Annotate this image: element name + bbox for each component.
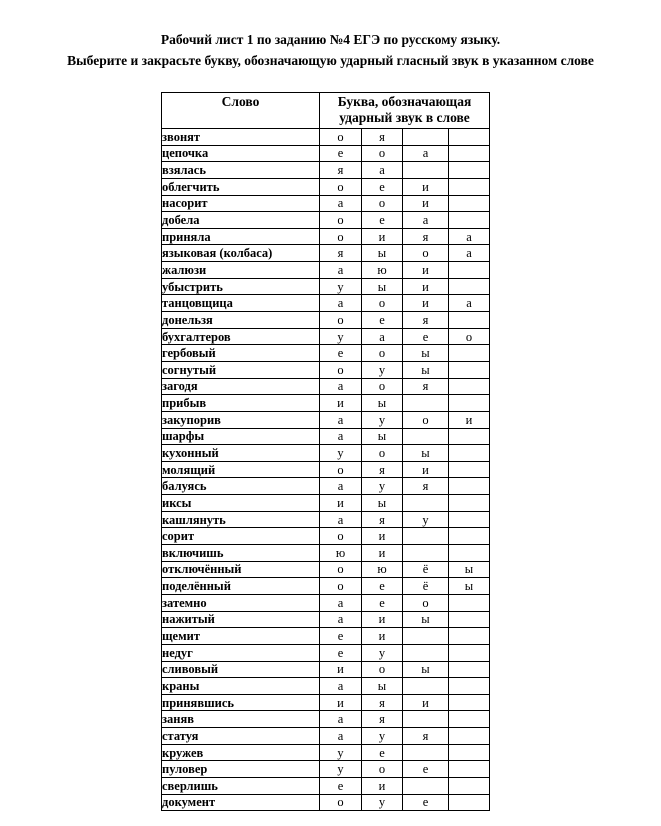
table-row: [162, 478, 490, 495]
table-row: [162, 162, 490, 179]
letter-cell[interactable]: ы: [403, 661, 449, 678]
letter-cell[interactable]: а: [320, 411, 362, 428]
letter-cell[interactable]: е: [362, 212, 403, 229]
letter-cell[interactable]: [449, 777, 490, 794]
letter-cell[interactable]: у: [320, 328, 362, 345]
table-row: [162, 744, 490, 761]
letter-cell[interactable]: [449, 129, 490, 146]
letter-cell[interactable]: я: [362, 711, 403, 728]
letter-cell[interactable]: а: [403, 145, 449, 162]
table-row: [162, 262, 490, 279]
letter-cell[interactable]: [449, 511, 490, 528]
table-row: [162, 728, 490, 745]
word-cell: щемит: [162, 628, 320, 645]
letter-cell[interactable]: [449, 361, 490, 378]
letter-cell[interactable]: [449, 628, 490, 645]
letter-cell[interactable]: [449, 711, 490, 728]
letter-cell[interactable]: у: [362, 411, 403, 428]
table-row: [162, 611, 490, 628]
table-row: [162, 228, 490, 245]
letter-cell[interactable]: и: [403, 195, 449, 212]
letter-cell[interactable]: а: [320, 728, 362, 745]
letter-cell[interactable]: о: [320, 361, 362, 378]
table-row: [162, 245, 490, 262]
letter-cell[interactable]: ы: [362, 395, 403, 412]
word-cell: сливовый: [162, 661, 320, 678]
letter-cell[interactable]: о: [320, 312, 362, 329]
letter-cell[interactable]: о: [320, 228, 362, 245]
letter-cell[interactable]: у: [362, 794, 403, 811]
table-row: [162, 561, 490, 578]
table-row: [162, 295, 490, 312]
letter-cell[interactable]: у: [362, 361, 403, 378]
table-row: [162, 644, 490, 661]
letter-cell[interactable]: [449, 445, 490, 462]
letter-cell[interactable]: [449, 678, 490, 695]
letter-cell[interactable]: о: [362, 295, 403, 312]
letter-cell[interactable]: о: [320, 794, 362, 811]
word-cell: пуловер: [162, 761, 320, 778]
table-row: [162, 378, 490, 395]
letter-cell[interactable]: о: [362, 378, 403, 395]
letter-cell[interactable]: е: [320, 644, 362, 661]
letter-cell[interactable]: я: [320, 245, 362, 262]
letter-cell[interactable]: и: [362, 545, 403, 562]
letter-cell[interactable]: [449, 728, 490, 745]
letter-cell[interactable]: а: [320, 478, 362, 495]
table-row: [162, 129, 490, 146]
word-cell: цепочка: [162, 145, 320, 162]
letter-cell[interactable]: [449, 162, 490, 179]
table-row: [162, 312, 490, 329]
letter-cell[interactable]: а: [320, 511, 362, 528]
letter-cell[interactable]: и: [320, 661, 362, 678]
letter-cell[interactable]: [403, 545, 449, 562]
letter-cell[interactable]: [403, 644, 449, 661]
word-cell: закупорив: [162, 411, 320, 428]
letter-cell[interactable]: [449, 278, 490, 295]
letter-cell[interactable]: е: [403, 794, 449, 811]
letter-cell[interactable]: [403, 162, 449, 179]
letter-cell[interactable]: о: [362, 661, 403, 678]
table-row: [162, 777, 490, 794]
letter-cell[interactable]: ы: [403, 345, 449, 362]
letter-cell[interactable]: [403, 129, 449, 146]
letter-cell[interactable]: у: [320, 744, 362, 761]
word-cell: кашлянуть: [162, 511, 320, 528]
word-cell: документ: [162, 794, 320, 811]
table-row: [162, 428, 490, 445]
letter-cell[interactable]: [403, 528, 449, 545]
letter-cell[interactable]: о: [320, 129, 362, 146]
letter-cell[interactable]: и: [362, 611, 403, 628]
letter-cell[interactable]: о: [320, 528, 362, 545]
letter-cell[interactable]: а: [320, 678, 362, 695]
letter-cell[interactable]: [449, 178, 490, 195]
letter-cell[interactable]: [449, 594, 490, 611]
letter-cell[interactable]: о: [320, 561, 362, 578]
word-cell: балуясь: [162, 478, 320, 495]
letter-cell[interactable]: и: [362, 628, 403, 645]
letter-cell[interactable]: ю: [320, 545, 362, 562]
word-cell: недуг: [162, 644, 320, 661]
letter-cell[interactable]: [449, 478, 490, 495]
letter-cell[interactable]: о: [320, 212, 362, 229]
table-row: [162, 278, 490, 295]
letter-cell[interactable]: о: [320, 178, 362, 195]
table-row: [162, 711, 490, 728]
letter-cell[interactable]: о: [320, 578, 362, 595]
letter-cell[interactable]: а: [320, 262, 362, 279]
letter-cell[interactable]: а: [362, 162, 403, 179]
letter-cell[interactable]: и: [403, 694, 449, 711]
table-row: [162, 594, 490, 611]
stress-table: [161, 92, 490, 811]
letter-cell[interactable]: [403, 711, 449, 728]
letter-cell[interactable]: ы: [362, 245, 403, 262]
letter-cell[interactable]: а: [449, 295, 490, 312]
letter-cell[interactable]: е: [320, 345, 362, 362]
letter-cell[interactable]: а: [320, 711, 362, 728]
table-body: [162, 129, 490, 811]
letter-cell[interactable]: ы: [362, 678, 403, 695]
word-cell: убыстрить: [162, 278, 320, 295]
word-cell: языковая (колбаса): [162, 245, 320, 262]
table-row: [162, 145, 490, 162]
letter-cell[interactable]: а: [320, 378, 362, 395]
letter-cell[interactable]: я: [403, 478, 449, 495]
letter-cell[interactable]: о: [449, 328, 490, 345]
letter-cell[interactable]: ю: [362, 561, 403, 578]
letter-cell[interactable]: [403, 428, 449, 445]
letter-cell[interactable]: я: [362, 461, 403, 478]
letter-cell[interactable]: я: [362, 129, 403, 146]
word-cell: статуя: [162, 728, 320, 745]
letter-cell[interactable]: а: [362, 328, 403, 345]
word-cell: включишь: [162, 545, 320, 562]
letter-cell[interactable]: е: [362, 744, 403, 761]
word-cell: кружев: [162, 744, 320, 761]
letter-cell[interactable]: а: [320, 611, 362, 628]
letter-cell[interactable]: е: [362, 594, 403, 611]
letter-cell[interactable]: [449, 428, 490, 445]
word-cell: гербовый: [162, 345, 320, 362]
letter-cell[interactable]: и: [403, 295, 449, 312]
word-cell: иксы: [162, 495, 320, 512]
letter-cell[interactable]: и: [320, 495, 362, 512]
letter-cell[interactable]: о: [362, 761, 403, 778]
word-cell: прибыв: [162, 395, 320, 412]
letter-cell[interactable]: о: [403, 594, 449, 611]
word-cell: принявшись: [162, 694, 320, 711]
letter-cell[interactable]: о: [320, 461, 362, 478]
letter-cell[interactable]: ю: [362, 262, 403, 279]
letter-cell[interactable]: [449, 345, 490, 362]
letter-cell[interactable]: а: [449, 245, 490, 262]
letter-cell[interactable]: [449, 312, 490, 329]
letter-cell[interactable]: у: [403, 511, 449, 528]
letter-cell[interactable]: [403, 777, 449, 794]
word-cell: облегчить: [162, 178, 320, 195]
letter-cell[interactable]: е: [362, 178, 403, 195]
letter-cell[interactable]: [449, 495, 490, 512]
letter-cell[interactable]: а: [320, 594, 362, 611]
letter-cell[interactable]: я: [403, 728, 449, 745]
letter-cell[interactable]: и: [449, 411, 490, 428]
letter-cell[interactable]: [449, 661, 490, 678]
word-cell: шарфы: [162, 428, 320, 445]
word-cell: сверлишь: [162, 777, 320, 794]
letter-cell[interactable]: [449, 545, 490, 562]
word-cell: жалюзи: [162, 262, 320, 279]
table-row: [162, 445, 490, 462]
letter-cell[interactable]: ё: [403, 578, 449, 595]
worksheet-instruction: Выберите и закрасьте букву, обозначающую ударный гласный звук в указанном слове: [67, 53, 594, 68]
word-cell: добела: [162, 212, 320, 229]
letter-cell[interactable]: а: [320, 428, 362, 445]
table-row: [162, 361, 490, 378]
table-row: [162, 761, 490, 778]
letter-cell[interactable]: а: [449, 228, 490, 245]
letter-cell[interactable]: и: [362, 528, 403, 545]
letter-cell[interactable]: ы: [362, 278, 403, 295]
table-row: [162, 195, 490, 212]
letter-cell[interactable]: ы: [403, 361, 449, 378]
table-header-row: [162, 93, 490, 129]
table-row: [162, 178, 490, 195]
letter-cell[interactable]: [449, 262, 490, 279]
letter-cell[interactable]: и: [403, 262, 449, 279]
letter-cell[interactable]: а: [320, 295, 362, 312]
letter-cell[interactable]: о: [362, 445, 403, 462]
table-row: [162, 212, 490, 229]
word-cell: молящий: [162, 461, 320, 478]
table-row: [162, 678, 490, 695]
letter-cell[interactable]: ы: [362, 428, 403, 445]
column-header-word: Слово: [162, 93, 320, 129]
letter-cell[interactable]: е: [320, 777, 362, 794]
word-cell: бухгалтеров: [162, 328, 320, 345]
letter-cell[interactable]: я: [403, 378, 449, 395]
letter-cell[interactable]: о: [362, 195, 403, 212]
letter-cell[interactable]: и: [403, 178, 449, 195]
table-row: [162, 528, 490, 545]
word-cell: отключённый: [162, 561, 320, 578]
letter-cell[interactable]: ё: [403, 561, 449, 578]
worksheet-title: Рабочий лист 1 по заданию №4 ЕГЭ по русскому языку.: [160, 32, 501, 47]
letter-cell[interactable]: [449, 694, 490, 711]
letter-cell[interactable]: [449, 378, 490, 395]
letter-cell[interactable]: о: [403, 411, 449, 428]
word-cell: насорит: [162, 195, 320, 212]
letter-cell[interactable]: а: [403, 212, 449, 229]
letter-cell[interactable]: е: [403, 328, 449, 345]
letter-cell[interactable]: я: [320, 162, 362, 179]
letter-cell[interactable]: у: [362, 728, 403, 745]
letter-cell[interactable]: [449, 528, 490, 545]
table-row: [162, 511, 490, 528]
word-cell: взялась: [162, 162, 320, 179]
letter-cell[interactable]: е: [362, 312, 403, 329]
letter-cell[interactable]: и: [320, 395, 362, 412]
table-row: [162, 694, 490, 711]
letter-cell[interactable]: [449, 794, 490, 811]
letter-cell[interactable]: ы: [449, 561, 490, 578]
letter-cell[interactable]: о: [403, 245, 449, 262]
letter-cell[interactable]: и: [362, 228, 403, 245]
table-row: [162, 345, 490, 362]
letter-cell[interactable]: я: [403, 312, 449, 329]
letter-cell[interactable]: [449, 611, 490, 628]
table-row: [162, 395, 490, 412]
word-cell: донельзя: [162, 312, 320, 329]
letter-cell[interactable]: а: [320, 195, 362, 212]
table-row: [162, 411, 490, 428]
letter-cell[interactable]: ы: [449, 578, 490, 595]
table-row: [162, 628, 490, 645]
letter-cell[interactable]: и: [403, 461, 449, 478]
letter-cell[interactable]: ы: [403, 611, 449, 628]
word-cell: танцовщица: [162, 295, 320, 312]
word-cell: приняла: [162, 228, 320, 245]
letter-cell[interactable]: я: [403, 228, 449, 245]
letter-cell[interactable]: и: [362, 777, 403, 794]
word-cell: краны: [162, 678, 320, 695]
letter-cell[interactable]: у: [362, 644, 403, 661]
letter-cell[interactable]: о: [362, 345, 403, 362]
letter-cell[interactable]: у: [320, 445, 362, 462]
table-row: [162, 461, 490, 478]
letter-cell[interactable]: [449, 761, 490, 778]
letter-cell[interactable]: ы: [362, 495, 403, 512]
table-row: [162, 545, 490, 562]
letter-cell[interactable]: [449, 145, 490, 162]
letter-cell[interactable]: е: [320, 145, 362, 162]
word-cell: кухонный: [162, 445, 320, 462]
word-cell: заняв: [162, 711, 320, 728]
letter-cell[interactable]: [403, 628, 449, 645]
letter-cell[interactable]: у: [320, 761, 362, 778]
letter-cell[interactable]: ы: [403, 445, 449, 462]
letter-cell[interactable]: я: [362, 694, 403, 711]
word-cell: сорит: [162, 528, 320, 545]
letter-cell[interactable]: [449, 212, 490, 229]
word-cell: звонят: [162, 129, 320, 146]
letter-cell[interactable]: у: [362, 478, 403, 495]
letter-cell[interactable]: [449, 744, 490, 761]
table-row: [162, 328, 490, 345]
letter-cell[interactable]: [449, 195, 490, 212]
letter-cell[interactable]: [403, 678, 449, 695]
letter-cell[interactable]: и: [403, 278, 449, 295]
letter-cell[interactable]: я: [362, 511, 403, 528]
letter-cell[interactable]: [449, 644, 490, 661]
letter-cell[interactable]: е: [320, 628, 362, 645]
table-row: [162, 794, 490, 811]
letter-cell[interactable]: о: [362, 145, 403, 162]
table-row: [162, 495, 490, 512]
letter-cell[interactable]: [449, 395, 490, 412]
column-header-letters: Буква, обозначающая ударный звук в слове: [320, 93, 490, 129]
word-cell: нажитый: [162, 611, 320, 628]
letter-cell[interactable]: и: [320, 694, 362, 711]
word-cell: поделённый: [162, 578, 320, 595]
letter-cell[interactable]: [403, 395, 449, 412]
letter-cell[interactable]: е: [362, 578, 403, 595]
word-cell: загодя: [162, 378, 320, 395]
word-cell: затемно: [162, 594, 320, 611]
letter-cell[interactable]: [403, 495, 449, 512]
letter-cell[interactable]: у: [320, 278, 362, 295]
letter-cell[interactable]: [449, 461, 490, 478]
letter-cell[interactable]: е: [403, 761, 449, 778]
word-cell: согнутый: [162, 361, 320, 378]
table-row: [162, 661, 490, 678]
letter-cell[interactable]: [403, 744, 449, 761]
table-row: [162, 578, 490, 595]
